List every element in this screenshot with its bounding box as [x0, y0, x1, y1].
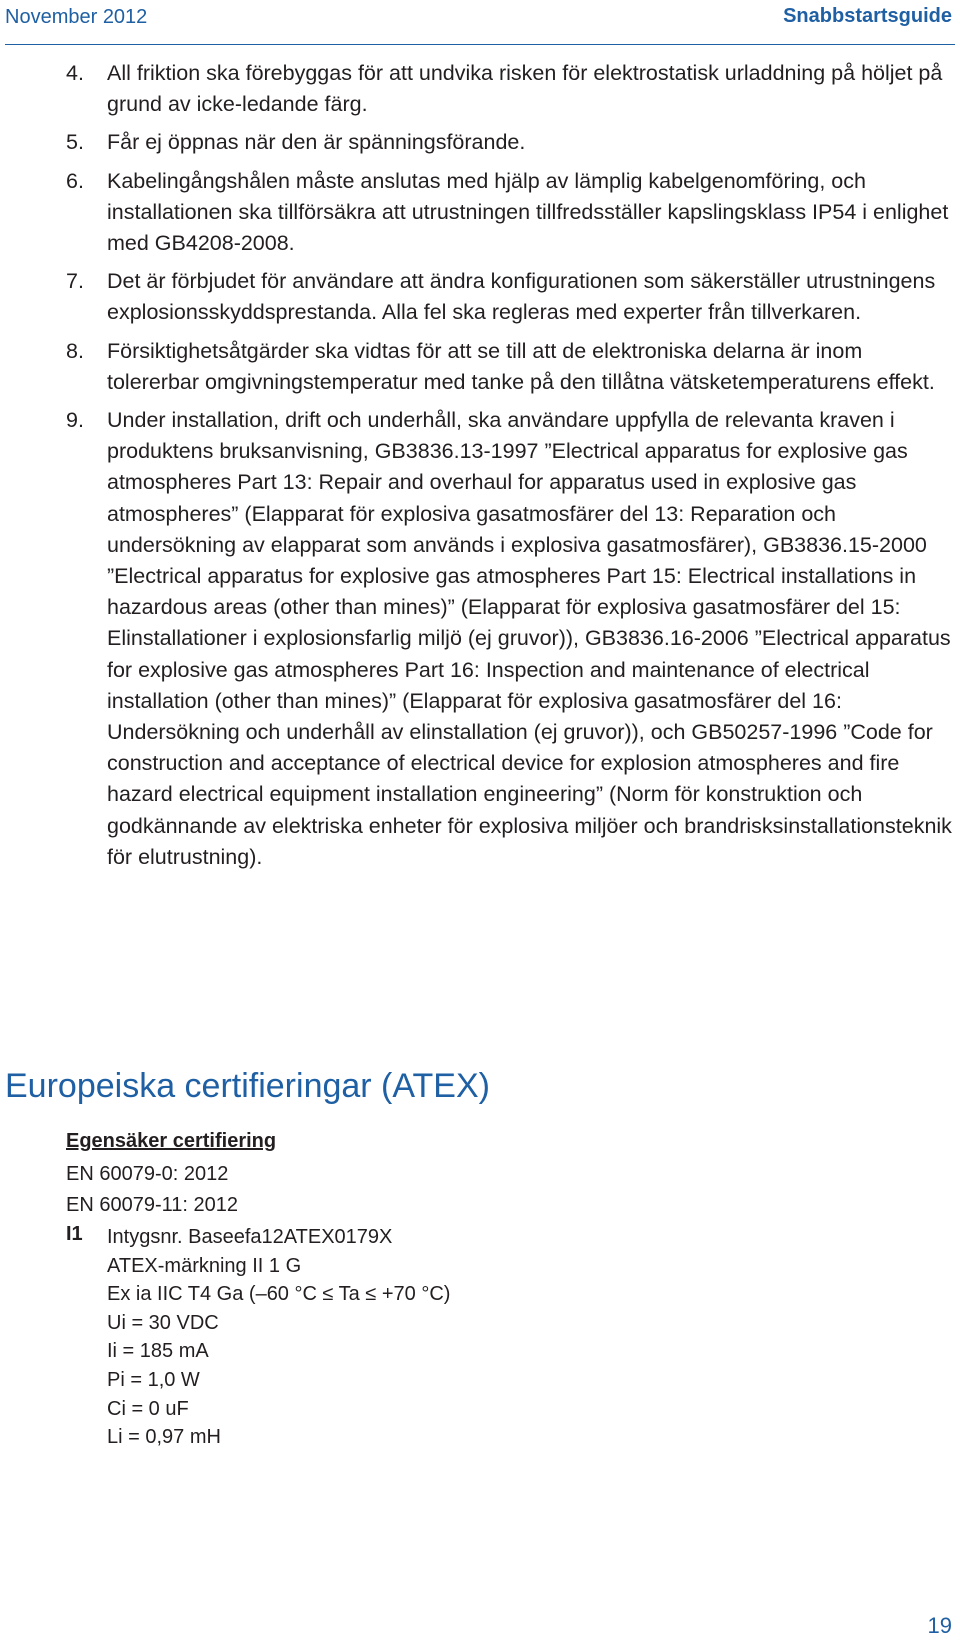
- list-item-text: Det är förbjudet för användare att ändra konfigurationen som säkerställer utrustningens explosionsskyddsprestanda. Alla fel ska regleras med experter från tillverkaren.: [107, 269, 936, 325]
- list-item-number: 4.: [66, 61, 84, 85]
- list-item: [66, 166, 952, 260]
- list-item: [66, 266, 952, 328]
- standard-line: EN 60079-11: 2012: [66, 1194, 238, 1216]
- standard-line: EN 60079-0: 2012: [66, 1163, 229, 1185]
- certification-details: [107, 1223, 607, 1452]
- header-title: Snabbstartsguide: [783, 5, 952, 27]
- list-item: [66, 336, 952, 398]
- certification-line: Ci = 0 uF: [107, 1397, 189, 1420]
- list-item-text: Kabelingångshålen måste anslutas med hjälp av lämplig kabelgenomföring, och installationen ska tillförsäkra att utrustningen tillfredsställer kapslingsklass IP54 i enlighet med GB4208-2008.: [107, 168, 949, 256]
- list-item-number: 7.: [66, 269, 84, 294]
- certification-line: Li = 0,97 mH: [107, 1426, 221, 1449]
- certification-line: Ui = 30 VDC: [107, 1311, 219, 1334]
- list-item: [66, 58, 952, 120]
- certification-line: Intygsnr. Baseefa12ATEX0179X: [107, 1226, 393, 1248]
- page-number: 19: [927, 1613, 952, 1638]
- section-heading: Europeiska certifieringar (ATEX): [5, 1067, 490, 1105]
- list-item: [66, 405, 952, 873]
- list-item-text: Får ej öppnas när den är spänningsförande.: [107, 130, 526, 155]
- certification-line: Pi = 1,0 W: [107, 1368, 200, 1391]
- list-item-number: 6.: [66, 168, 84, 193]
- list-item-text: Försiktighetsåtgärder ska vidtas för att se till att de elektroniska delarna är inom tolererbar omgivningstemperatur med tanke på den tillåtna vätsketemperaturens effekt.: [107, 338, 935, 394]
- header-date: November 2012: [5, 6, 148, 28]
- list-item-text: Under installation, drift och underhåll, ska användare uppfylla de relevanta kraven i produktens bruksanvisning, GB3836.13-1997 ”Electrical apparatus for explosive gas atmospheres Part 13: Repair and overhaul for apparatus used in explosive gas atmospheres” (Elapparat för explosiva gasatmosfärer del 13: Reparation och undersökning av elapparat som används i explosiva gasatmosfärer), GB3836.15-2000 ”Electrical apparatus for explosive gas atmospheres Part 15: Electrical installations in hazardous areas (other than mines)” (Elapparat för explosiva gasatmosfärer del 15: Elinstallationer i explosionsfarlig miljö (ej gruvor)), GB3836.16-2006 ”Electrical apparatus for explosive gas atmospheres Part 16: Inspection and maintenance of electrical installation (other than mines)” (Elapparat för explosiva gasatmosfärer del 16: Undersökning och underhåll av elinstallation (ej gruvor)), och GB50257-1996 ”Code for construction and acceptance of electrical device for explosion atmospheres and fire hazard electrical equipment installation engineering” (Norm för konstruktion och godkännande av elektriska enheter för explosiva miljöer och brandrisksinstallationsteknik för elutrustning).: [107, 408, 952, 869]
- list-item-number: 5.: [66, 130, 84, 155]
- certification-line: Ii = 185 mA: [107, 1340, 209, 1363]
- header-divider: [5, 44, 955, 45]
- list-item: [66, 127, 952, 158]
- section-subheading: Egensäker certifiering: [66, 1130, 277, 1152]
- certification-code: I1: [66, 1223, 83, 1245]
- certification-line: ATEX-märkning II 1 G: [107, 1254, 302, 1277]
- page-header: [0, 0, 960, 46]
- numbered-list: [66, 58, 952, 880]
- list-item-number: 9.: [66, 408, 84, 433]
- list-item-text: All friktion ska förebyggas för att undvika risken för elektrostatisk urladdning på höljet på grund av icke-ledande färg.: [107, 61, 943, 117]
- list-item-number: 8.: [66, 338, 84, 363]
- certification-line: Ex ia IIC T4 Ga (–60 °C ≤ Ta ≤ +70 °C): [107, 1283, 451, 1306]
